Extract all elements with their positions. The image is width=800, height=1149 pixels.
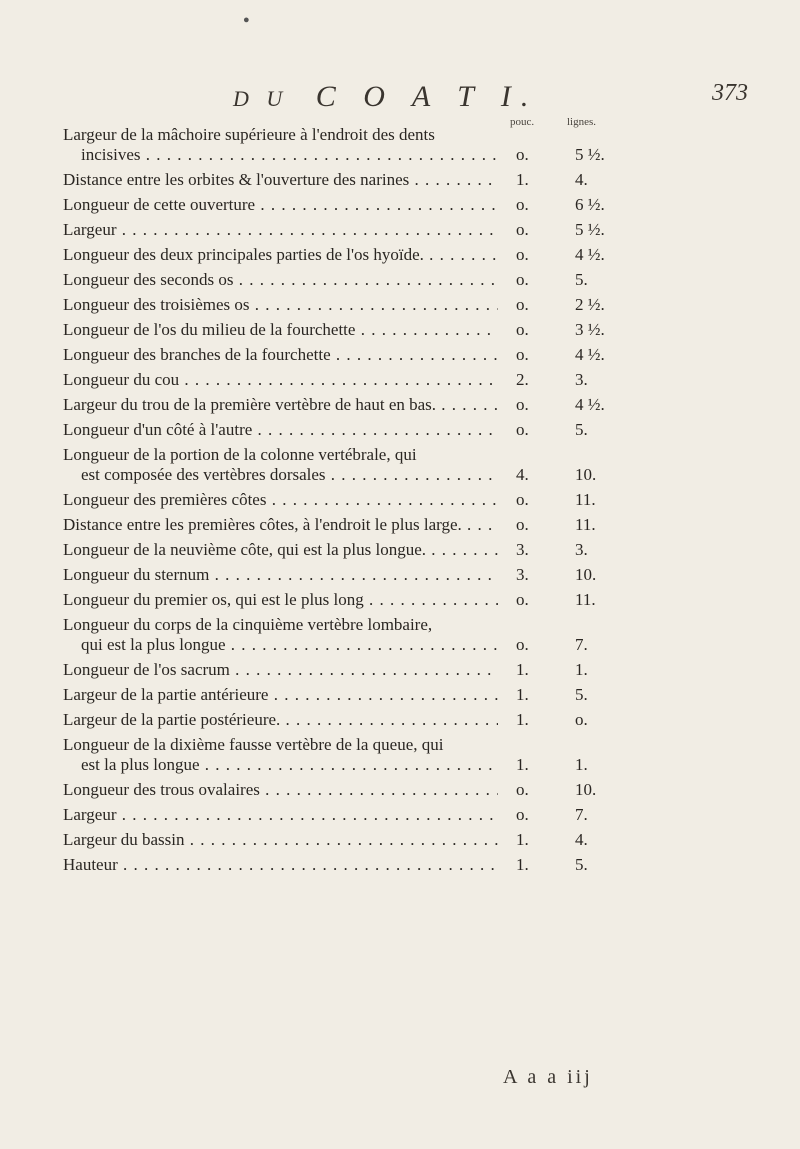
row-label-line-1: Longueur des seconds os . . . xyxy=(63,270,498,290)
row-lignes: 4. xyxy=(575,170,588,189)
row-label xyxy=(63,195,498,215)
row-label xyxy=(63,830,498,850)
row-pouces: 4. xyxy=(516,465,529,484)
row-pouces: o. xyxy=(516,295,529,314)
row-lignes: 7. xyxy=(575,805,588,824)
row-label-line-1: Distance entre les premières côtes, à l'endroit le plus large. . . . xyxy=(63,515,498,535)
row-label xyxy=(63,170,498,190)
title-small: D U xyxy=(233,86,289,111)
row-lignes: 11. xyxy=(575,590,596,609)
row-label xyxy=(63,395,498,415)
row-label-line-1: Hauteur . . . xyxy=(63,855,498,875)
row-pouces: o. xyxy=(516,515,529,534)
row-pouces: 1. xyxy=(516,855,529,874)
row-label xyxy=(63,565,498,585)
row-label-line-2: incisives . . . xyxy=(63,145,498,165)
row-pouces: o. xyxy=(516,590,529,609)
row-label xyxy=(63,370,498,390)
row-label xyxy=(63,780,498,800)
row-label-line-2: qui est la plus longue . . . xyxy=(63,635,498,655)
row-label-line-1: Longueur du corps de la cinquième vertèbre lombaire, xyxy=(63,615,433,634)
row-pouces: 1. xyxy=(516,660,529,679)
row-label-line-1: Largeur de la mâchoire supérieure à l'endroit des dents xyxy=(63,125,435,144)
row-label-line-1: Longueur du cou . . . xyxy=(63,370,498,390)
row-lignes: 3. xyxy=(575,540,588,559)
row-label-line-1: Longueur de l'os du milieu de la fourchette . . . xyxy=(63,320,498,340)
row-pouces: 1. xyxy=(516,170,529,189)
row-label xyxy=(63,490,498,510)
row-label xyxy=(63,345,498,365)
row-lignes: 11. xyxy=(575,515,596,534)
row-lignes: 1. xyxy=(575,660,588,679)
row-label xyxy=(63,660,498,680)
row-label-line-1: Longueur de la neuvième côte, qui est la plus longue. . . . xyxy=(63,540,498,560)
row-label-line-1: Longueur des branches de la fourchette . . . xyxy=(63,345,498,365)
row-label xyxy=(63,615,498,655)
row-label xyxy=(63,445,498,485)
row-lignes: 3 ½. xyxy=(575,320,605,339)
row-label-line-1: Longueur des troisièmes os . . . xyxy=(63,295,498,315)
row-lignes: 1. xyxy=(575,755,588,774)
row-lignes: 10. xyxy=(575,780,597,799)
row-pouces: o. xyxy=(516,420,529,439)
row-label-line-1: Longueur des trous ovalaires . . . xyxy=(63,780,498,800)
row-lignes: 4 ½. xyxy=(575,345,605,364)
row-lignes: 7. xyxy=(575,635,588,654)
row-lignes: 4. xyxy=(575,830,588,849)
row-label-line-1: Largeur du bassin . . . xyxy=(63,830,498,850)
row-label xyxy=(63,320,498,340)
row-pouces: o. xyxy=(516,395,529,414)
row-lignes: 11. xyxy=(575,490,596,509)
row-lignes: 3. xyxy=(575,370,588,389)
row-label-line-1: Longueur de cette ouverture . . . xyxy=(63,195,498,215)
column-header-pouces: pouc. xyxy=(510,116,535,128)
row-pouces: o. xyxy=(516,780,529,799)
row-pouces: 3. xyxy=(516,565,529,584)
row-label xyxy=(63,515,498,535)
row-label-line-1: Longueur du sternum . . . xyxy=(63,565,498,585)
row-pouces: 1. xyxy=(516,685,529,704)
row-pouces: o. xyxy=(516,220,529,239)
row-label xyxy=(63,710,498,730)
row-pouces: o. xyxy=(516,635,529,654)
page-mark: ● xyxy=(243,14,250,26)
row-label-line-1: Largeur du trou de la première vertèbre de haut en bas. . . . xyxy=(63,395,498,415)
title-large: C O A T I. xyxy=(315,80,539,113)
row-label xyxy=(63,805,498,825)
row-label xyxy=(63,245,498,265)
row-lignes: 5. xyxy=(575,855,588,874)
row-lignes: 5. xyxy=(575,685,588,704)
row-label-line-1: Largeur de la partie antérieure . . . xyxy=(63,685,498,705)
row-label-line-1: Longueur d'un côté à l'autre . . . xyxy=(63,420,498,440)
row-label-line-1: Longueur des deux principales parties de l'os hyoïde. . . . xyxy=(63,245,498,265)
row-label-line-1: Longueur de la dixième fausse vertèbre de la queue, qui xyxy=(63,735,444,754)
row-label-line-2: est composée des vertèbres dorsales . . . xyxy=(63,465,498,485)
row-lignes: 5 ½. xyxy=(575,145,605,164)
row-pouces: o. xyxy=(516,245,529,264)
row-lignes: 4 ½. xyxy=(575,395,605,414)
row-lignes: 5 ½. xyxy=(575,220,605,239)
row-label xyxy=(63,125,498,165)
row-pouces: 1. xyxy=(516,755,529,774)
row-label-line-2: est la plus longue . . . xyxy=(63,755,498,775)
running-head xyxy=(233,80,538,114)
row-pouces: o. xyxy=(516,270,529,289)
row-pouces: o. xyxy=(516,195,529,214)
row-label-line-1: Largeur de la partie postérieure. . . . xyxy=(63,710,498,730)
row-pouces: 1. xyxy=(516,830,529,849)
signature-mark: A a a iij xyxy=(503,1066,593,1088)
row-label xyxy=(63,590,498,610)
row-lignes: 6 ½. xyxy=(575,195,605,214)
row-label xyxy=(63,540,498,560)
row-label-line-1: Longueur de l'os sacrum . . . xyxy=(63,660,498,680)
row-pouces: o. xyxy=(516,320,529,339)
row-label-line-1: Longueur du premier os, qui est le plus long . . . xyxy=(63,590,498,610)
column-header-lignes: lignes. xyxy=(567,116,597,128)
row-lignes: 10. xyxy=(575,465,597,484)
row-pouces: 2. xyxy=(516,370,529,389)
row-label-line-1: Largeur . . . xyxy=(63,805,498,825)
row-lignes: 4 ½. xyxy=(575,245,605,264)
row-pouces: o. xyxy=(516,345,529,364)
row-lignes: 10. xyxy=(575,565,597,584)
row-label-line-1: Distance entre les orbites & l'ouverture des narines . . . xyxy=(63,170,498,190)
row-label xyxy=(63,735,498,775)
row-pouces: 3. xyxy=(516,540,529,559)
row-label-line-1: Largeur . . . xyxy=(63,220,498,240)
row-label xyxy=(63,685,498,705)
row-pouces: o. xyxy=(516,145,529,164)
row-label-line-1: Longueur de la portion de la colonne vertébrale, qui xyxy=(63,445,417,464)
row-label xyxy=(63,295,498,315)
row-lignes: o. xyxy=(575,710,588,729)
row-lignes: 2 ½. xyxy=(575,295,605,314)
row-pouces: o. xyxy=(516,805,529,824)
row-label xyxy=(63,420,498,440)
row-lignes: 5. xyxy=(575,270,588,289)
row-lignes: 5. xyxy=(575,420,588,439)
page-number: 373 xyxy=(712,80,748,106)
row-label xyxy=(63,270,498,290)
row-label xyxy=(63,220,498,240)
row-label xyxy=(63,855,498,875)
row-label-line-1: Longueur des premières côtes . . . xyxy=(63,490,498,510)
row-pouces: 1. xyxy=(516,710,529,729)
row-pouces: o. xyxy=(516,490,529,509)
